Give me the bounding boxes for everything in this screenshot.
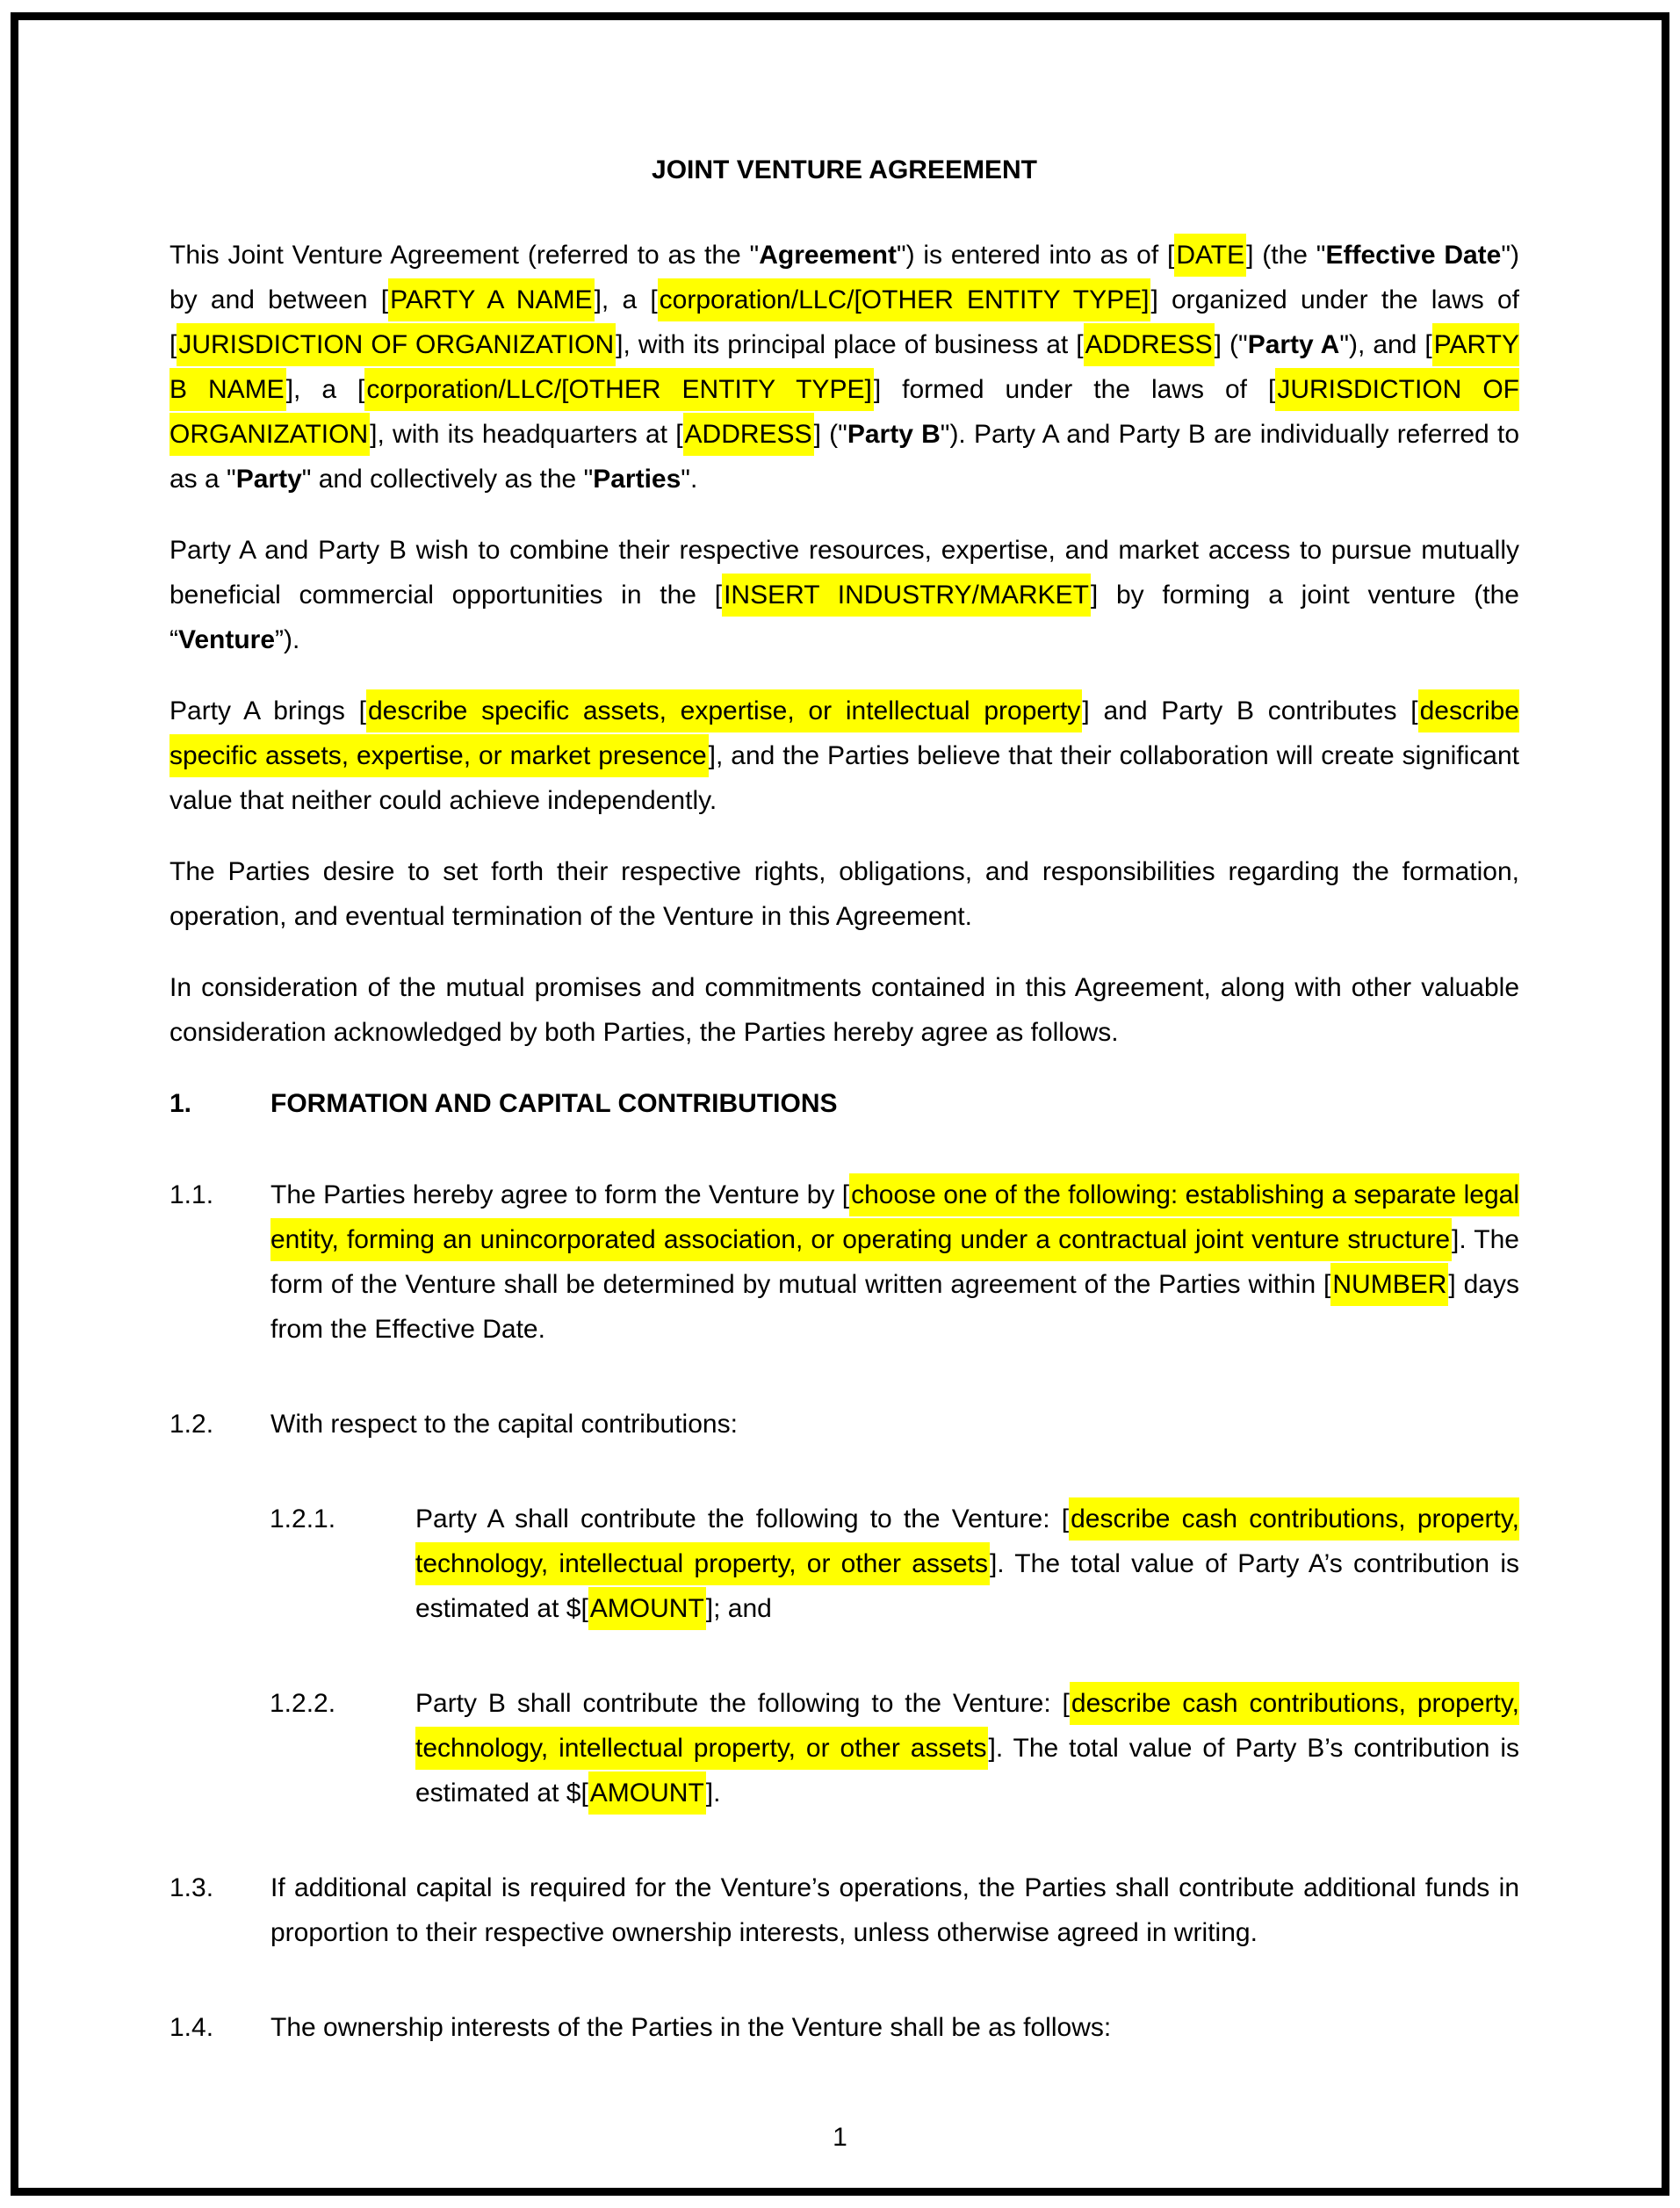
page-border bbox=[11, 12, 1669, 2196]
clause-1-2-2 bbox=[270, 1681, 1519, 1815]
highlighted-placeholder: PARTY B NAME bbox=[169, 323, 1519, 411]
clause-1-1-text: The Parties hereby agree to form the Venture by [choose one of the following: establishing a separate legal entity, forming an unincorporated association, or operating under a contractual joint venture structure]. The form of the Venture shall be determined by mutual written agreement of the Parties within [NUMBER] days from the Effective Date. bbox=[270, 1173, 1519, 1352]
recital-paragraph-consideration: In consideration of the mutual promises and commitments contained in this Agreement, along with other valuable consideration acknowledged by both Parties, the Parties hereby agree as follows. bbox=[169, 973, 1519, 1047]
intro-paragraph: This Joint Venture Agreement (referred to as the "Agreement") is entered into as of [DATE] (the "Effective Date") by and between [PARTY A NAME], a [corporation/LLC/[OTHER ENTITY TYPE]] organized under the laws of [JURISDICTION OF ORGANIZATION], with its principal place of business at [ADDRESS] ("Party A"), and [PARTY B NAME], a [corporation/LLC/[OTHER ENTITY TYPE]] formed under the laws of [JURISDICTION OF ORGANIZATION], with its headquarters at [ADDRESS] ("Party B"). Party A and Party B are individually referred to as a "Party" and collectively as the "Parties". bbox=[169, 233, 1519, 501]
highlighted-placeholder: describe specific assets, expertise, or intellectual property bbox=[366, 689, 1082, 732]
highlighted-placeholder: describe cash contributions, property, technology, intellectual property, or other assets bbox=[415, 1497, 1519, 1585]
clause-1-4-text: The ownership interests of the Parties in the Venture shall be as follows: bbox=[270, 2013, 1112, 2042]
clause-1-1 bbox=[169, 1173, 1519, 1352]
document-title: JOINT VENTURE AGREEMENT bbox=[652, 155, 1037, 184]
clause-1-2-text: With respect to the capital contributions: bbox=[270, 1410, 738, 1439]
clause-1-1-number: 1.1. bbox=[169, 1180, 214, 1209]
clause-1-3-text: If additional capital is required for the Venture’s operations, the Parties shall contribute additional funds in proportion to their respective ownership interests, unless otherwise agreed in writing. bbox=[270, 1873, 1519, 1947]
highlighted-placeholder: DATE bbox=[1174, 234, 1246, 277]
clause-1-2-1-number: 1.2.1. bbox=[270, 1504, 336, 1533]
highlighted-placeholder: AMOUNT bbox=[588, 1587, 706, 1630]
highlighted-placeholder: PARTY A NAME bbox=[388, 278, 594, 321]
clause-1-4 bbox=[169, 2005, 1519, 2050]
highlighted-placeholder: describe cash contributions, property, technology, intellectual property, or other assets bbox=[415, 1682, 1519, 1770]
highlighted-placeholder: ADDRESS bbox=[1084, 323, 1215, 366]
clause-1-3 bbox=[169, 1865, 1519, 1955]
section-1-number: 1. bbox=[169, 1089, 192, 1118]
clause-1-2-2-number: 1.2.2. bbox=[270, 1689, 336, 1718]
clause-1-3-number: 1.3. bbox=[169, 1873, 214, 1902]
clause-1-4-number: 1.4. bbox=[169, 2013, 214, 2042]
section-1-title: FORMATION AND CAPITAL CONTRIBUTIONS bbox=[270, 1089, 838, 1118]
recital-paragraph-contributions: Party A brings [describe specific assets, expertise, or intellectual property] and Party B contributes [describe specific assets, expertise, or market presence], and the Parties believe that their collaboration will create significant value that neither could achieve independently. bbox=[169, 689, 1519, 823]
clause-1-2-1 bbox=[270, 1497, 1519, 1631]
highlighted-placeholder: corporation/LLC/[OTHER ENTITY TYPE] bbox=[364, 368, 873, 411]
clause-1-2-2-text: Party B shall contribute the following to the Venture: [describe cash contributions, property, technology, intellectual property, or other assets]. The total value of Party B’s contribution is estimated at $[AMOUNT]. bbox=[415, 1681, 1519, 1815]
highlighted-placeholder: JURISDICTION OF ORGANIZATION bbox=[169, 368, 1519, 456]
clause-1-2-number: 1.2. bbox=[169, 1410, 214, 1439]
document-content bbox=[169, 148, 1519, 2100]
section-1-heading bbox=[169, 1081, 1519, 1126]
highlighted-placeholder: ADDRESS bbox=[683, 413, 814, 456]
recital-paragraph-purpose: Party A and Party B wish to combine their respective resources, expertise, and market access to pursue mutually beneficial commercial opportunities in the [INSERT INDUSTRY/MARKET] by forming a joint venture (the “Venture”). bbox=[169, 536, 1519, 654]
highlighted-placeholder: describe specific assets, expertise, or market presence bbox=[169, 689, 1519, 777]
recital-paragraph-rights: The Parties desire to set forth their respective rights, obligations, and responsibilities regarding the formation, operation, and eventual termination of the Venture in this Agreement. bbox=[169, 857, 1519, 931]
clause-1-2 bbox=[169, 1402, 1519, 1447]
highlighted-placeholder: AMOUNT bbox=[588, 1771, 706, 1815]
highlighted-placeholder: corporation/LLC/[OTHER ENTITY TYPE] bbox=[658, 278, 1151, 321]
highlighted-placeholder: INSERT INDUSTRY/MARKET bbox=[722, 574, 1091, 617]
highlighted-placeholder: JURISDICTION OF ORGANIZATION bbox=[177, 323, 616, 366]
highlighted-placeholder: choose one of the following: establishing a separate legal entity, forming an unincorporated association, or operating under a contractual joint venture structure bbox=[270, 1173, 1519, 1261]
highlighted-placeholder: NUMBER bbox=[1330, 1263, 1448, 1306]
page-number: 1 bbox=[833, 2123, 847, 2152]
clause-1-2-1-text: Party A shall contribute the following to the Venture: [describe cash contributions, property, technology, intellectual property, or other assets]. The total value of Party A’s contribution is estimated at $[AMOUNT]; and bbox=[415, 1497, 1519, 1631]
